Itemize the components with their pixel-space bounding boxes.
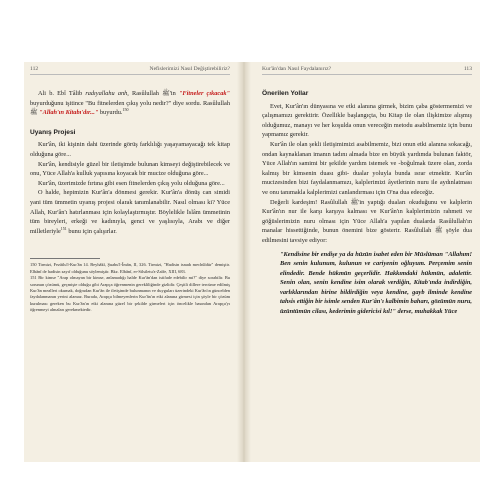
paragraph: Kur'ân, kendisiyle güzel bir iletişimde bulunan kimseyi değiştirebilecek ve onu, Yüce Allah'a kulluk yapısına koyacak bir mucize olduğuna göre... — [30, 160, 230, 178]
right-page-header — [262, 66, 472, 75]
paragraph: O halde, hepimizin Kur'ân'a dönmesi gerekir. Kur'ân'a dönüş can simidi yani tüm ümmetin uyanış projesi olarak tanımlanabilir. Nasıl olması ki? Yüce Allah, Kur'ân'ı hatırlanması için kolaylaştırmıştır. Böylelikle İslâm ümmetinin tüm bireyleri, erkeği ve kadınıyla, genci ve yaşlısıyla, Arabı ve diğer milletleriyle$^{151}$ bunu için çalışırlar. — [30, 189, 230, 235]
intro-paragraph: Ali b. Ebî Tâlib radıyallahu anh, Rasûlullah ﷺ'in "Fitneler çıkacak" buyurduğunu işitince "Bu fitnelerden çıkış yolu nedir?" diye sordu. Rasûlullah ﷺ "Allah'ın Kitabı'dır..." buyurdu.$^{150}$ — [30, 90, 230, 117]
section-heading: Uyanış Projesi — [30, 128, 76, 136]
footnotes — [30, 262, 230, 313]
paragraph: Kur'ân, üzerimizde fırtına gibi esen fitnelerden çıkış yolu olduğuna göre... — [38, 179, 225, 187]
footnote: 150 Tirmizi, Fezâilu'l-Kur'ân 14. Beyhâkî, Şuabu'l-Îmân, II, 326. Tirmizi, "Hadisin isnadı mechûldür" demiştir. Elbânî de hadisin zayıf olduğunu söylemiştir. Bkz. Elbânî, er-Silsiletu'z-Zaîfe, XIII, 683. — [30, 262, 230, 274]
right-page-body — [262, 89, 472, 317]
footnote-divider — [30, 258, 100, 259]
paragraph: Değerli kardeşim! Rasûlullah ﷺ'in yaptığı duaları okuduğunu ve kalplerin Kur'ân'ın nur ile karşı karşıya kalması ve Kur'ân'ın kalplerimizin rahmeti ve göğüslerimizin nuru olması için Yüce Allah'a yapılan dualarda Rasûlullah'ın manalar hissettiğinde, bunun önemini bize gösterir. Rasûlullah ﷺ şöyle dua edilmesini tavsiye ediyor: — [262, 198, 472, 244]
paragraph: Evet, Kur'ân'ın dünyasına ve etki alanına girmek, bizim çaba göstermemizi ve çalışmamızı gerektirir. Özellikle başlangıçta, bu Kitap ile olan ilişkimize alışmış olduğumuz, manayı ve her koşulda onun vereceğin metodu asabilmemiz için bunu yapmamız gerekir. — [262, 102, 472, 139]
running-title: Nefislerimizi Nasıl Değiştirebiliriz? — [149, 66, 230, 72]
running-title: Kur'ân'dan Nasıl Faydalanırız? — [262, 66, 332, 72]
left-page — [30, 66, 230, 458]
page-number: 112 — [30, 66, 39, 72]
paragraph: Kur'ân, iki kişinin dahi üzerinde görüş farklılığı yaşayamayacağı tek kitap olduğuna göre... — [30, 141, 230, 158]
page-number: 113 — [463, 66, 472, 72]
left-page-header — [30, 66, 230, 75]
section-heading: Önerilen Yollar — [262, 90, 309, 97]
footnote: 151 Bir kimse "Arap olmayan bir kimse, anlamadığı halde Kur'ân'dan istifade edebilir mi?" diye sorabilir. Bu sorunun çözümü, geçmişte olduğu gibi Arapça öğrenmenin gerekliliğinde gizlidir. Çeşitli dillere tercüme edilmiş Kur'ân mealleri okumak, doğrudan Kur'ân ile iletişimde bulunmanın ve duyguları üzerindeki Kur'ân'ın güncelden faydalanmanın yerini alamaz. Burada, Arapça bilmeyenlerin Kur'ân'ın etki alanına girmesi için şöyle bir çözüm kurulması gereken bu Kur'ân'ın etki alanına güzel bir şekilde girmeleri için öncelikle basından Arapça'yı öğrenmeyi almaları gerekmektedir. — [30, 275, 230, 313]
right-page — [262, 66, 472, 458]
hadith-quote: "Kendisine bir endişe ya da hüzün isabet eden bir Müslüman "Allahım! Ben senin kulunum, kulunun ve cariyenin oğluyum. Perçemim senin elindedir. Bende hükmün geçerlidir. Hakkımdaki hükmün, adalettir. Senin olan, senin kendine isim olarak verdiğin, Kitab'ında indirdiğin, varlıklarından birine bildirdiğin veya kendine, gayb ilminde kendine tahsis ettiğin bir isimle senden Kur'ân'ı kalbimin baharı, gözümün nuru, üzüntümün cilası, kederimin gidericisi kıl!" derse, muhakkak Yüce — [280, 250, 472, 316]
left-page-body — [30, 89, 230, 236]
paragraph: Kur'ân ile olan şekli iletişimimizi asabilmemiz, bizi onun etki alanına sokacağı, ondan kaynaklanan imanın tadını almada bize en büyük yardımda bulunan faktör, Yüce Allah'ın samimi bir şekilde yardım istemek ve -boğulmak üzere olan, zorda kalmış bir kimsenin duası gibi- dualar yoluyla bunda ısrar etmektir. Kur'ân mucizesinden bizi faydalanmamızı, kalplerimizi âyetlerinin nuru ile aydınlatması ve onu tanımakla kalplerimizi canlandırması için O'na dua edeceğiz. — [262, 140, 472, 196]
book-gutter — [237, 62, 251, 462]
